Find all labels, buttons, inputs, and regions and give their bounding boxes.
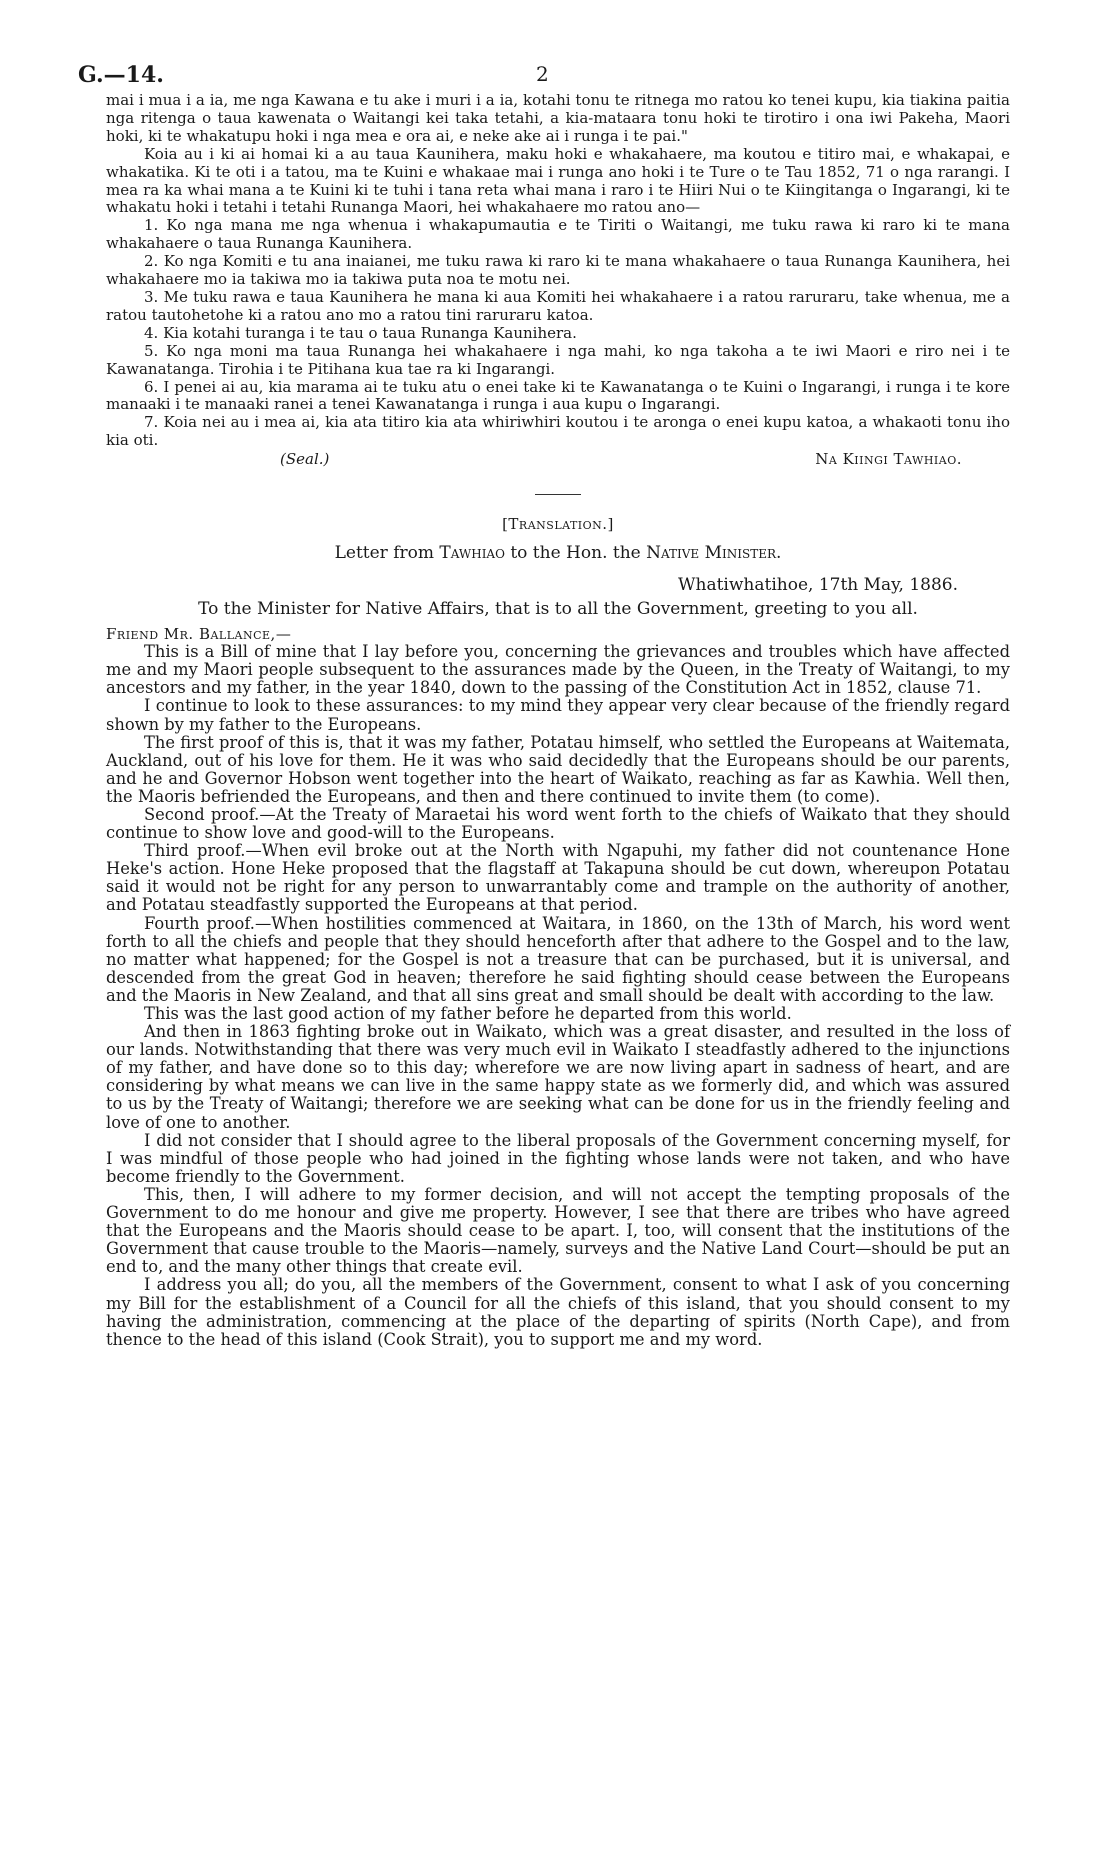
translation-paragraph: This, then, I will adhere to my former decision, and will not accept the tempting proposals of the Government to do me honour and give me property. However, I see that there are tribes who have agreed that the Europeans and the Maoris should cease to be apart. I, too, will consent that the institutions of the Government that cause trouble to the Maoris—namely, surveys and the Native Land Court—should be put an end to, and the many other things that create evil. (106, 1184, 1010, 1277)
letter-date: Whatiwhatihoe, 17th May, 1886. (678, 575, 958, 596)
signature-row (106, 450, 1010, 468)
letter-title (106, 543, 1010, 563)
translation-paragraph: This was the last good action of my father before he departed from this world. (144, 1004, 792, 1023)
letter-address: To the Minister for Native Affairs, that is to all the Government, greeting to you all. (198, 599, 918, 620)
maori-letter-text (106, 92, 1010, 450)
maori-paragraph: Koia au i ki ai homai ki a au taua Kaunihera, maku hoki e whakahaere, ma koutou e titiro mai, e whakapai, e whakatika. Ki te oti i a tatou, ma te Kuini e whakaae mai i runga ano hoki i te Ture o te Tau 1852, 71 o nga rarangi. I mea ra ka whai mana a te Kuini ki te tuhi i tana reta whai mana i raro i te Hiiri Nui o te Kiingitanga o Ingarangi, ki te whakatu hoki i tetahi i tetahi Runanga Maori, hei whakahaere mo ratou ano— (106, 144, 1010, 217)
maori-clause: 4. Kia kotahi turanga i te tau o taua Runanga Kaunihera. (144, 323, 577, 342)
translation-paragraph: I address you all; do you, all the members of the Government, consent to what I ask of you concerning my Bill for the establishment of a Council for all the chiefs of this island, that you should consent to my having the administration, commencing at the place of the departing of spirits (North Cape), and from thence to the head of this island (Cook Strait), you to support me and my word. (106, 1275, 1010, 1349)
maori-clause: 2. Ko nga Komiti e tu ana inaianei, me tuku rawa ki raro ki te mana whakahaere o taua Runanga Kaunihera, hei whakahaere mo ia takiwa mo ia takiwa puta noa te motu nei. (106, 252, 1010, 289)
translation-paragraph: Third proof.—When evil broke out at the North with Ngapuhi, my father did not countenance Hone Heke's action. Hone Heke proposed that the flagstaff at Takapuna should be cut down, whereupon Potatau said it would not be right for any person to unwarrantably come and trample on the authority of another, and Potatau steadfastly supported the Europeans at that period. (106, 841, 1010, 915)
translation-paragraph: This is a Bill of mine that I lay before you, concerning the grievances and troubles which have affected me and my Maori people subsequent to the assurances made by the Queen, in the Treaty of Waitangi, to my ancestors and my father, in the year 1840, down to the passing of the Constitution Act in 1852, clause 71. (106, 642, 1010, 698)
page-number: 2 (536, 62, 549, 86)
translation-body (106, 643, 1010, 1349)
salutation: Friend Mr. Ballance,— (106, 625, 292, 644)
letter-title-mid: to the Hon. the (504, 543, 647, 564)
translation-paragraph: I continue to look to these assurances: to my mind they appear very clear because of the friendly regard shown by my father to the Europeans. (106, 696, 1010, 734)
page-header (78, 62, 1010, 92)
translation-paragraph: The first proof of this is, that it was my father, Potatau himself, who settled the Europeans at Waitemata, Auckland, out of his love for them. He it was who said decidedly that the Europeans should be our parents, and he and Governor Hobson went together into the heart of Waikato, reaching as far as Kawhia. Well then, the Maoris befriended the Europeans, and then and there continued to invite them (to come). (106, 732, 1010, 806)
signatory-name: Na Kiingi Tawhiao. (815, 450, 962, 469)
maori-clause: 5. Ko nga moni ma taua Runanga hei whakahaere i nga mahi, ko nga takoha a te iwi Maori e riro nei i te Kawanatanga. Tirohia i te Pitihana kua tae ra ki Ingarangi. (106, 341, 1010, 378)
section-divider (535, 494, 581, 495)
translation-paragraph: I did not consider that I should agree to the liberal proposals of the Government concerning myself, for I was mindful of those people who had joined in the fighting whose lands were not taken, and who have become friendly to the Government. (106, 1130, 1010, 1186)
translation-paragraph: Second proof.—At the Treaty of Maraetai his word went forth to the chiefs of Waikato that they should continue to show love and good-will to the Europeans. (106, 804, 1010, 843)
letter-title-to: Native Minister. (646, 543, 782, 564)
translation-label: [Translation.] (502, 515, 614, 534)
maori-clause: 7. Koia nei au i mea ai, kia ata titiro kia ata whiriwhiri koutou i te aronga o enei kupu katoa, a whakaoti tonu iho kia oti. (106, 413, 1010, 450)
maori-clause: 3. Me tuku rawa e taua Kaunihera he mana ki aua Komiti hei whakahaere i a ratou raruraru, take whenua, me a ratou tautohetohe ki a ratou ano mo a ratou tini raruraru katoa. (106, 287, 1010, 324)
maori-paragraph: mai i mua i a ia, me nga Kawana e tu ake i muri i a ia, kotahi tonu te ritnega mo ratou ko tenei kupu, kia tiakina paitia nga ritenga o taua kawenata o Waitangi kei taka tetahi, a kia-mataara tonu hoki te tirotiro i ona iwi Pakeha, Maori hoki, ki te whakatupu hoki i nga mea e ora ai, e neke ake ai i runga i te pai." (106, 91, 1010, 145)
maori-clause: 1. Ko nga mana me nga whenua i whakapumautia e te Tiriti o Waitangi, me tuku rawa ki raro ki te mana whakahaere o taua Runanga Kaunihera. (106, 216, 1010, 253)
letter-title-pre: Letter from (334, 543, 440, 564)
seal-label: (Seal.) (280, 450, 330, 469)
letter-title-from: Tawhiao (439, 543, 505, 564)
translation-paragraph: Fourth proof.—When hostilities commenced at Waitara, in 1860, on the 13th of March, his word went forth to all the chiefs and people that they should henceforth after that adhere to the Gospel and to the law, no matter what happened; for the Gospel is not a treasure that can be purchased, but it is universal, and descended from the great God in heaven; therefore he said fighting should cease between the Europeans and the Maoris in New Zealand, and that all sins great and small should be dealt with according to the law. (106, 913, 1010, 1005)
maori-clause: 6. I penei ai au, kia marama ai te tuku atu o enei take ki te Kawanatanga o te Kuini o Ingarangi, i runga i te kore manaaki i te manaaki ranei a tenei Kawanatanga i runga i aua kupu o Ingarangi. (106, 377, 1010, 414)
document-reference: G.—14. (78, 62, 164, 88)
translation-paragraph: And then in 1863 fighting broke out in Waikato, which was a great disaster, and resulted in the loss of our lands. Notwithstanding that there was very much evil in Waikato I steadfastly adhered to the injunctions of my father, and have done so to this day; wherefore we are now living apart in sadness of heart, and are considering by what means we can live in the same happy state as we formerly did, and which was assured to us by the Treaty of Waitangi; therefore we are seeking what can be done for us in the friendly feeling and love of one to another. (106, 1022, 1010, 1132)
